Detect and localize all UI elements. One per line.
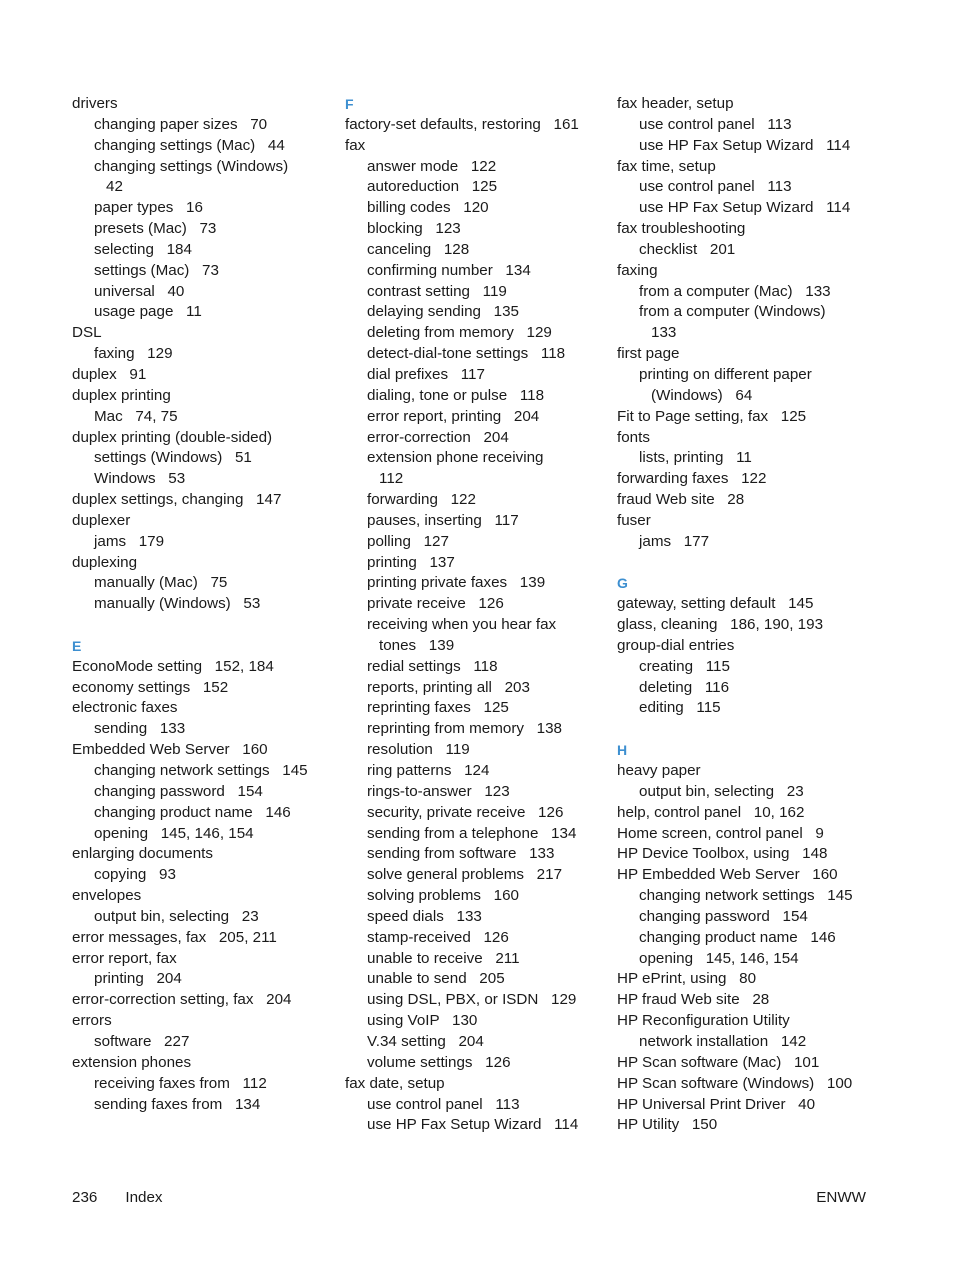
index-entry: fraud Web site 28 — [617, 491, 745, 509]
index-subentry: confirming number 134 — [367, 261, 531, 279]
index-subentry: receiving when you hear fax — [367, 616, 557, 634]
index-entry: fax — [345, 136, 366, 154]
index-subentry: polling 127 — [367, 532, 449, 550]
index-subentry: canceling 128 — [367, 240, 470, 258]
index-subentry: error report, printing 204 — [367, 407, 540, 425]
index-subentry: changing password 154 — [639, 907, 808, 925]
index-subentry: editing 115 — [639, 699, 721, 717]
section-letter-heading: E — [72, 637, 82, 654]
index-subentry: delaying sending 135 — [367, 303, 519, 321]
index-entry: fax date, setup — [345, 1074, 445, 1092]
index-subentry: opening 145, 146, 154 — [94, 824, 254, 842]
index-subentry: sending from a telephone 134 — [367, 824, 577, 842]
index-subentry: printing on different paper — [639, 365, 812, 383]
index-column-3 — [617, 94, 879, 1136]
index-subentry: use control panel 113 — [639, 178, 792, 196]
index-subentry: changing settings (Windows) — [94, 157, 289, 175]
index-entry: envelopes — [72, 887, 142, 905]
index-entry: factory-set defaults, restoring 161 — [345, 115, 579, 133]
index-subentry: (Windows) 64 — [651, 386, 753, 404]
index-entry: fax time, setup — [617, 157, 716, 175]
index-subentry: sending from software 133 — [367, 845, 555, 863]
index-entry: help, control panel 10, 162 — [617, 803, 805, 821]
index-subentry: 42 — [106, 178, 123, 196]
index-subentry: receiving faxes from 112 — [94, 1074, 267, 1092]
index-entry: duplexing — [72, 553, 138, 571]
index-subentry: printing 137 — [367, 553, 455, 571]
index-subentry: use HP Fax Setup Wizard 114 — [367, 1116, 579, 1134]
index-entry: HP Utility 150 — [617, 1116, 718, 1134]
section-spacer — [617, 719, 879, 740]
index-subentry: network installation 142 — [639, 1032, 807, 1050]
index-entry: error report, fax — [72, 949, 177, 967]
index-entry: HP Device Toolbox, using 148 — [617, 845, 828, 863]
index-entry: extension phones — [72, 1053, 192, 1071]
index-subentry: reports, printing all 203 — [367, 678, 530, 696]
section-letter-heading: F — [345, 96, 354, 112]
index-subentry: rings-to-answer 123 — [367, 782, 510, 800]
index-subentry: security, private receive 126 — [367, 803, 564, 821]
index-subentry: deleting from memory 129 — [367, 324, 552, 342]
index-subentry: lists, printing 11 — [639, 449, 752, 467]
index-entry: glass, cleaning 186, 190, 193 — [617, 616, 824, 634]
index-subentry: changing product name 146 — [639, 928, 836, 946]
index-subentry: dialing, tone or pulse 118 — [367, 386, 545, 404]
index-subentry: manually (Windows) 53 — [94, 595, 261, 613]
index-subentry: changing password 154 — [94, 782, 263, 800]
index-subentry: sending faxes from 134 — [94, 1095, 261, 1113]
section-name: Index — [125, 1189, 163, 1206]
index-subentry: Windows 53 — [94, 470, 186, 488]
index-subentry: copying 93 — [94, 866, 176, 884]
index-entry: Home screen, control panel 9 — [617, 824, 824, 842]
index-subentry: reprinting from memory 138 — [367, 720, 562, 738]
index-subentry: paper types 16 — [94, 199, 203, 217]
index-subentry: private receive 126 — [367, 595, 504, 613]
index-entry: EconoMode setting 152, 184 — [72, 657, 274, 675]
index-subentry: solving problems 160 — [367, 887, 519, 905]
index-subentry: presets (Mac) 73 — [94, 220, 217, 238]
index-subentry: Mac 74, 75 — [94, 407, 178, 425]
index-subentry: selecting 184 — [94, 240, 192, 258]
index-subentry: pauses, inserting 117 — [367, 511, 519, 529]
index-entry: faxing — [617, 261, 658, 279]
index-entry: duplex settings, changing 147 — [72, 491, 282, 509]
index-subentry: output bin, selecting 23 — [94, 907, 259, 925]
index-subentry: extension phone receiving — [367, 449, 544, 467]
index-subentry: unable to receive 211 — [367, 949, 520, 967]
index-subentry: settings (Mac) 73 — [94, 261, 219, 279]
index-subentry: redial settings 118 — [367, 657, 498, 675]
index-entry: fax troubleshooting — [617, 220, 746, 238]
index-subentry: autoreduction 125 — [367, 178, 498, 196]
index-entry: fax header, setup — [617, 95, 734, 112]
index-subentry: printing 204 — [94, 970, 182, 988]
index-subentry: answer mode 122 — [367, 157, 497, 175]
index-entry: forwarding faxes 122 — [617, 470, 767, 488]
index-subentry: checklist 201 — [639, 240, 736, 258]
index-entry: duplexer — [72, 511, 131, 529]
index-subentry: opening 145, 146, 154 — [639, 949, 799, 967]
index-subentry: output bin, selecting 23 — [639, 782, 804, 800]
index-entry: gateway, setting default 145 — [617, 595, 814, 613]
index-entry: HP Scan software (Mac) 101 — [617, 1053, 820, 1071]
index-subentry: speed dials 133 — [367, 907, 482, 925]
index-subentry: billing codes 120 — [367, 199, 489, 217]
index-subentry: solve general problems 217 — [367, 866, 563, 884]
index-subentry: V.34 setting 204 — [367, 1032, 484, 1050]
index-entry: duplex 91 — [72, 365, 147, 383]
page-number: 236 — [72, 1189, 98, 1206]
section-letter-heading: G — [617, 575, 628, 592]
index-entry: fuser — [617, 511, 651, 529]
index-subentry: changing settings (Mac) 44 — [94, 136, 285, 154]
index-entry: duplex printing — [72, 386, 171, 404]
index-entry: duplex printing (double-sided) — [72, 428, 273, 446]
index-subentry: from a computer (Windows) — [639, 303, 826, 321]
index-subentry: using VoIP 130 — [367, 1012, 478, 1030]
index-subentry: unable to send 205 — [367, 970, 505, 988]
index-subentry: stamp-received 126 — [367, 928, 509, 946]
index-subentry: universal 40 — [94, 282, 185, 300]
index-entry: fonts — [617, 428, 650, 446]
index-subentry: detect-dial-tone settings 118 — [367, 345, 566, 363]
index-subentry: faxing 129 — [94, 345, 173, 363]
index-entry: errors — [72, 1012, 112, 1030]
index-subentry: resolution 119 — [367, 741, 470, 759]
section-spacer — [617, 553, 879, 574]
index-subentry: blocking 123 — [367, 220, 461, 238]
index-subentry: tones 139 — [379, 636, 455, 654]
index-subentry: contrast setting 119 — [367, 282, 507, 300]
index-subentry: use HP Fax Setup Wizard 114 — [639, 199, 851, 217]
index-subentry: changing network settings 145 — [94, 762, 308, 779]
index-subentry: jams 179 — [94, 532, 165, 550]
page-footer-right: ENWW — [816, 1189, 866, 1206]
index-entry: enlarging documents — [72, 845, 213, 863]
index-entry: economy settings 152 — [72, 678, 229, 696]
index-subentry: deleting 116 — [639, 678, 730, 696]
index-subentry: ring patterns 124 — [367, 762, 490, 779]
index-subentry: reprinting faxes 125 — [367, 699, 509, 717]
page-footer-left — [72, 1188, 163, 1208]
index-subentry: use control panel 113 — [639, 115, 792, 133]
index-entry: Fit to Page setting, fax 125 — [617, 407, 807, 425]
index-subentry: changing paper sizes 70 — [94, 115, 268, 133]
index-subentry: dial prefixes 117 — [367, 365, 485, 383]
index-subentry: changing network settings 145 — [639, 887, 853, 905]
index-entry: electronic faxes — [72, 699, 178, 717]
index-entry: error messages, fax 205, 211 — [72, 928, 277, 946]
index-subentry: using DSL, PBX, or ISDN 129 — [367, 991, 577, 1009]
index-subentry: sending 133 — [94, 720, 186, 738]
index-column-2 — [345, 94, 607, 1136]
index-subentry: from a computer (Mac) 133 — [639, 282, 831, 300]
index-entry: drivers — [72, 95, 118, 112]
index-subentry: printing private faxes 139 — [367, 574, 546, 592]
index-subentry: volume settings 126 — [367, 1053, 511, 1071]
index-subentry: software 227 — [94, 1032, 190, 1050]
index-entry: group-dial entries — [617, 636, 735, 654]
section-spacer — [72, 615, 334, 636]
section-letter-heading: H — [617, 742, 628, 759]
index-column-1 — [72, 94, 334, 1115]
index-subentry: usage page 11 — [94, 303, 202, 321]
index-subentry: error-correction 204 — [367, 428, 509, 446]
index-entry: HP Embedded Web Server 160 — [617, 866, 838, 884]
index-entry: heavy paper — [617, 762, 701, 779]
index-subentry: use HP Fax Setup Wizard 114 — [639, 136, 851, 154]
index-entry: HP Universal Print Driver 40 — [617, 1095, 816, 1113]
index-entry: HP ePrint, using 80 — [617, 970, 757, 988]
index-subentry: 112 — [379, 470, 404, 488]
index-subentry: forwarding 122 — [367, 491, 476, 509]
index-entry: HP Scan software (Windows) 100 — [617, 1074, 853, 1092]
index-subentry: settings (Windows) 51 — [94, 449, 252, 467]
index-subentry: jams 177 — [639, 532, 710, 550]
index-entry: HP Reconfiguration Utility — [617, 1012, 790, 1030]
index-subentry: creating 115 — [639, 657, 730, 675]
index-subentry: changing product name 146 — [94, 803, 291, 821]
index-subentry: use control panel 113 — [367, 1095, 520, 1113]
index-entry: Embedded Web Server 160 — [72, 741, 268, 759]
index-entry: error-correction setting, fax 204 — [72, 991, 292, 1009]
index-subentry: 133 — [651, 324, 677, 342]
index-subentry: manually (Mac) 75 — [94, 574, 228, 592]
index-entry: first page — [617, 345, 680, 363]
index-entry: HP fraud Web site 28 — [617, 991, 770, 1009]
index-entry: DSL — [72, 324, 102, 342]
